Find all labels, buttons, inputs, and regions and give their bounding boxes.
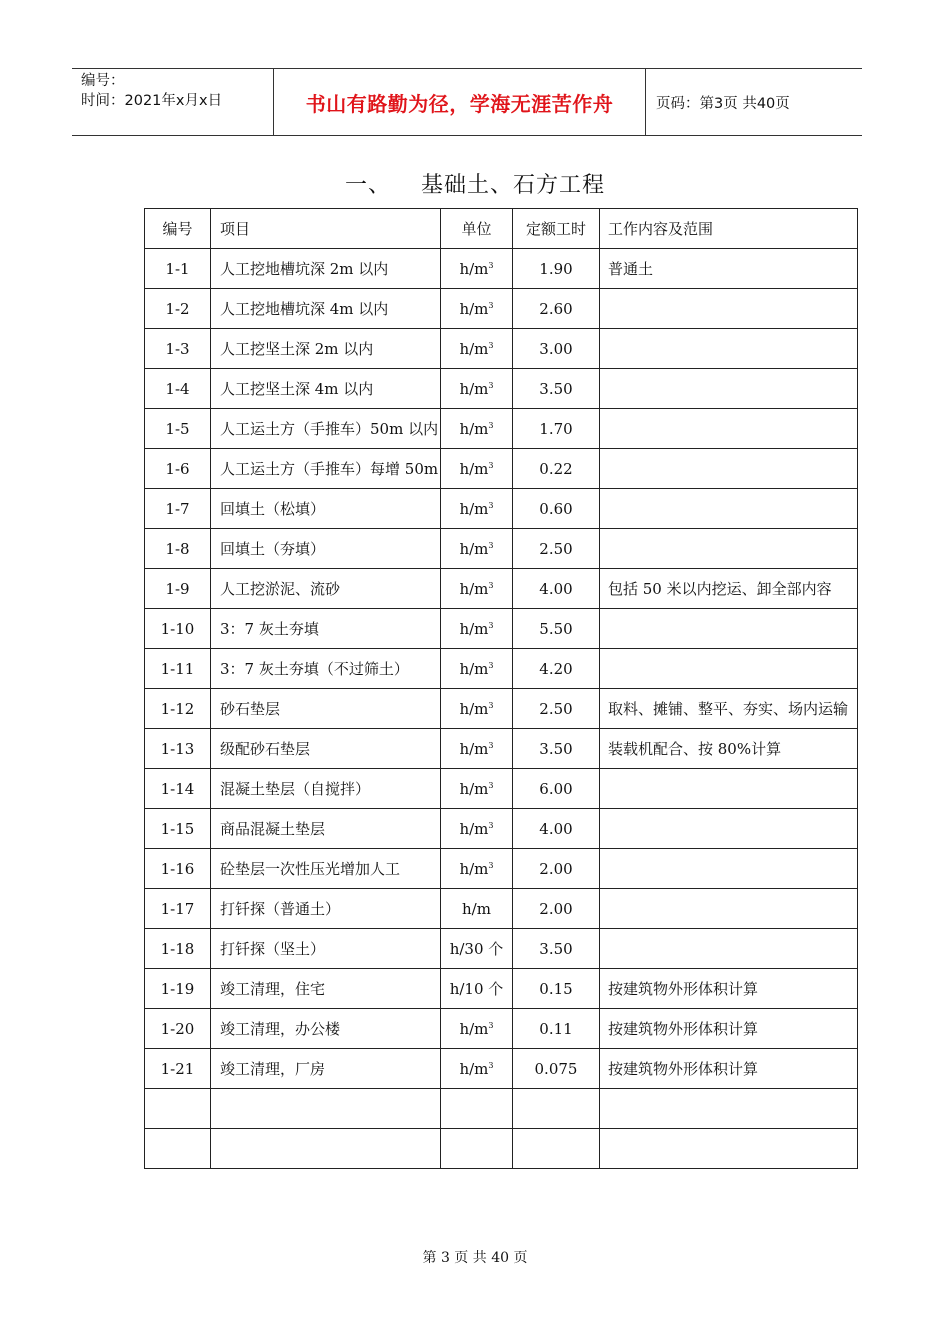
cell-code: 1-16 (145, 849, 211, 889)
unit-text: h/m (459, 1059, 489, 1078)
unit-superscript: 3 (488, 620, 494, 630)
header-meta (72, 69, 273, 135)
unit-text: h/m (459, 459, 489, 478)
cell-scope (600, 329, 858, 369)
cell-scope (600, 1089, 858, 1129)
header-motto: 书山有路勤为径，学海无涯苦作舟 (273, 69, 646, 135)
cell-code (145, 1089, 211, 1129)
cell-hours: 0.60 (513, 489, 600, 529)
table-row (145, 729, 858, 769)
cell-item: 人工挖地槽坑深 4m 以内 (211, 289, 441, 329)
cell-scope (600, 929, 858, 969)
cell-hours: 2.50 (513, 689, 600, 729)
cell-unit (441, 729, 513, 769)
section-title-text: 基础土、石方工程 (421, 173, 606, 198)
cell-scope (600, 489, 858, 529)
table-row (145, 329, 858, 369)
cell-scope: 按建筑物外形体积计算 (600, 1049, 858, 1089)
unit-text: h/m (459, 699, 489, 718)
unit-superscript: 3 (488, 1020, 494, 1030)
unit-text: h/m (459, 779, 489, 798)
cell-unit (441, 449, 513, 489)
unit-superscript: 3 (488, 340, 494, 350)
unit-text: h/10 个 (449, 980, 504, 998)
table-row (145, 449, 858, 489)
column-header-hours: 定额工时 (513, 209, 600, 249)
cell-item: 竣工清理，办公楼 (211, 1009, 441, 1049)
cell-scope (600, 889, 858, 929)
cell-unit (441, 1049, 513, 1089)
cell-hours: 2.60 (513, 289, 600, 329)
cell-scope (600, 769, 858, 809)
cell-unit (441, 969, 513, 1009)
unit-superscript: 3 (488, 500, 494, 510)
unit-superscript: 3 (488, 860, 494, 870)
unit-text: h/m (459, 379, 489, 398)
cell-item: 级配砂石垫层 (211, 729, 441, 769)
cell-code: 1-21 (145, 1049, 211, 1089)
unit-superscript: 3 (488, 580, 494, 590)
unit-superscript: 3 (488, 740, 494, 750)
cell-hours: 3.50 (513, 929, 600, 969)
unit-text: h/m (459, 619, 489, 638)
cell-code: 1-15 (145, 809, 211, 849)
table-row (145, 649, 858, 689)
cell-unit (441, 929, 513, 969)
cell-code: 1-8 (145, 529, 211, 569)
cell-hours (513, 1089, 600, 1129)
unit-text: h/m (459, 539, 489, 558)
cell-scope: 取料、摊铺、整平、夯实、场内运输 (600, 689, 858, 729)
table-row (145, 1009, 858, 1049)
cell-code: 1-20 (145, 1009, 211, 1049)
column-header-item: 项目 (211, 209, 441, 249)
unit-superscript: 3 (488, 540, 494, 550)
cell-item: 人工挖淤泥、流砂 (211, 569, 441, 609)
unit-text: h/m (459, 1019, 489, 1038)
cell-scope: 普通土 (600, 249, 858, 289)
unit-text: h/m (459, 659, 489, 678)
unit-superscript: 3 (488, 420, 494, 430)
cell-code: 1-3 (145, 329, 211, 369)
cell-code: 1-9 (145, 569, 211, 609)
cell-hours: 4.00 (513, 809, 600, 849)
cell-code: 1-10 (145, 609, 211, 649)
cell-item: 人工运土方（手推车）每增 50m (211, 449, 441, 489)
cell-scope (600, 369, 858, 409)
cell-item: 混凝土垫层（自搅拌） (211, 769, 441, 809)
cell-hours: 0.075 (513, 1049, 600, 1089)
cell-unit (441, 1089, 513, 1129)
cell-unit (441, 809, 513, 849)
cell-code: 1-18 (145, 929, 211, 969)
table-row (145, 409, 858, 449)
unit-superscript: 3 (488, 780, 494, 790)
table-row (145, 929, 858, 969)
code-label: 编号： (81, 73, 125, 89)
table-body (145, 249, 858, 1169)
cell-code: 1-4 (145, 369, 211, 409)
table-row (145, 769, 858, 809)
cell-unit (441, 609, 513, 649)
cell-code: 1-19 (145, 969, 211, 1009)
cell-item: 人工运土方（手推车）50m 以内 (211, 409, 441, 449)
cell-hours: 6.00 (513, 769, 600, 809)
cell-item: 竣工清理，厂房 (211, 1049, 441, 1089)
cell-unit (441, 529, 513, 569)
cell-unit (441, 249, 513, 289)
unit-text: h/m (459, 819, 489, 838)
section-title (0, 168, 950, 199)
cell-unit (441, 329, 513, 369)
cell-item: 人工挖地槽坑深 2m 以内 (211, 249, 441, 289)
cell-unit (441, 409, 513, 449)
unit-superscript: 3 (488, 700, 494, 710)
cell-unit (441, 569, 513, 609)
cell-scope (600, 529, 858, 569)
table-row (145, 249, 858, 289)
table-row (145, 809, 858, 849)
table-row (145, 609, 858, 649)
cell-unit (441, 889, 513, 929)
cell-unit (441, 489, 513, 529)
cell-code: 1-13 (145, 729, 211, 769)
unit-superscript: 3 (488, 660, 494, 670)
cell-unit (441, 369, 513, 409)
cell-hours: 4.20 (513, 649, 600, 689)
cell-unit (441, 769, 513, 809)
cell-unit (441, 289, 513, 329)
cell-scope (600, 409, 858, 449)
cell-scope: 按建筑物外形体积计算 (600, 969, 858, 1009)
cell-item: 竣工清理，住宅 (211, 969, 441, 1009)
cell-hours: 1.90 (513, 249, 600, 289)
unit-superscript: 3 (488, 300, 494, 310)
cell-hours: 0.11 (513, 1009, 600, 1049)
table-row (145, 849, 858, 889)
time-label: 时间：2021年x月x日 (81, 93, 223, 109)
table-row (145, 1049, 858, 1089)
table-row (145, 1089, 858, 1129)
section-number: 一、 (344, 173, 391, 198)
cell-scope (600, 649, 858, 689)
unit-superscript: 3 (488, 380, 494, 390)
cell-hours (513, 1129, 600, 1169)
column-header-code: 编号 (145, 209, 211, 249)
page-header (72, 68, 862, 136)
cell-item: 人工挖坚土深 4m 以内 (211, 369, 441, 409)
cell-item: 人工挖坚土深 2m 以内 (211, 329, 441, 369)
cell-code: 1-17 (145, 889, 211, 929)
column-header-scope: 工作内容及范围 (600, 209, 858, 249)
unit-text: h/m (459, 259, 489, 278)
cell-scope: 包括 50 米以内挖运、卸全部内容 (600, 569, 858, 609)
cell-unit (441, 1009, 513, 1049)
header-page-info: 页码：第3页 共40页 (656, 95, 790, 112)
table-row (145, 689, 858, 729)
table-row (145, 1129, 858, 1169)
cell-scope (600, 289, 858, 329)
cell-hours: 3.00 (513, 329, 600, 369)
cell-hours: 4.00 (513, 569, 600, 609)
table-row (145, 529, 858, 569)
cell-hours: 2.00 (513, 849, 600, 889)
cell-scope (600, 609, 858, 649)
cell-hours: 2.00 (513, 889, 600, 929)
unit-superscript: 3 (488, 1060, 494, 1070)
cell-code (145, 1129, 211, 1169)
cell-item: 打钎探（坚土） (211, 929, 441, 969)
cell-item: 3：7 灰土夯填 (211, 609, 441, 649)
unit-text: h/m (459, 499, 489, 518)
table-row (145, 569, 858, 609)
table-row (145, 289, 858, 329)
cell-item: 砂石垫层 (211, 689, 441, 729)
cell-code: 1-7 (145, 489, 211, 529)
unit-superscript: 3 (488, 260, 494, 270)
cell-code: 1-6 (145, 449, 211, 489)
cell-item: 砼垫层一次性压光增加人工 (211, 849, 441, 889)
cell-item: 回填土（松填） (211, 489, 441, 529)
table-row (145, 969, 858, 1009)
cell-item: 3：7 灰土夯填（不过筛土） (211, 649, 441, 689)
table-row (145, 369, 858, 409)
unit-text: h/m (459, 579, 489, 598)
cell-hours: 3.50 (513, 369, 600, 409)
cell-scope: 装载机配合、按 80%计算 (600, 729, 858, 769)
unit-text: h/30 个 (449, 940, 504, 958)
cell-hours: 0.15 (513, 969, 600, 1009)
unit-superscript: 3 (488, 820, 494, 830)
page-footer: 第 3 页 共 40 页 (422, 1250, 528, 1266)
cell-unit (441, 649, 513, 689)
cell-scope (600, 809, 858, 849)
cell-code: 1-2 (145, 289, 211, 329)
cell-code: 1-1 (145, 249, 211, 289)
cell-hours: 3.50 (513, 729, 600, 769)
cell-code: 1-12 (145, 689, 211, 729)
cell-scope (600, 449, 858, 489)
unit-text: h/m (459, 299, 489, 318)
unit-text: h/m (462, 899, 491, 918)
cell-hours: 2.50 (513, 529, 600, 569)
table-header-row (145, 209, 858, 249)
table-row (145, 489, 858, 529)
cell-code: 1-11 (145, 649, 211, 689)
cell-item: 商品混凝土垫层 (211, 809, 441, 849)
work-hours-table (144, 208, 858, 1169)
cell-code: 1-14 (145, 769, 211, 809)
cell-hours: 5.50 (513, 609, 600, 649)
cell-item: 打钎探（普通土） (211, 889, 441, 929)
column-header-unit: 单位 (441, 209, 513, 249)
table-row (145, 889, 858, 929)
unit-text: h/m (459, 419, 489, 438)
unit-superscript: 3 (488, 460, 494, 470)
cell-scope (600, 1129, 858, 1169)
cell-unit (441, 689, 513, 729)
cell-hours: 0.22 (513, 449, 600, 489)
cell-hours: 1.70 (513, 409, 600, 449)
cell-item: 回填土（夯填） (211, 529, 441, 569)
cell-code: 1-5 (145, 409, 211, 449)
cell-scope: 按建筑物外形体积计算 (600, 1009, 858, 1049)
cell-unit (441, 1129, 513, 1169)
cell-item (211, 1129, 441, 1169)
cell-item (211, 1089, 441, 1129)
cell-unit (441, 849, 513, 889)
cell-scope (600, 849, 858, 889)
unit-text: h/m (459, 339, 489, 358)
unit-text: h/m (459, 739, 489, 758)
unit-text: h/m (459, 859, 489, 878)
